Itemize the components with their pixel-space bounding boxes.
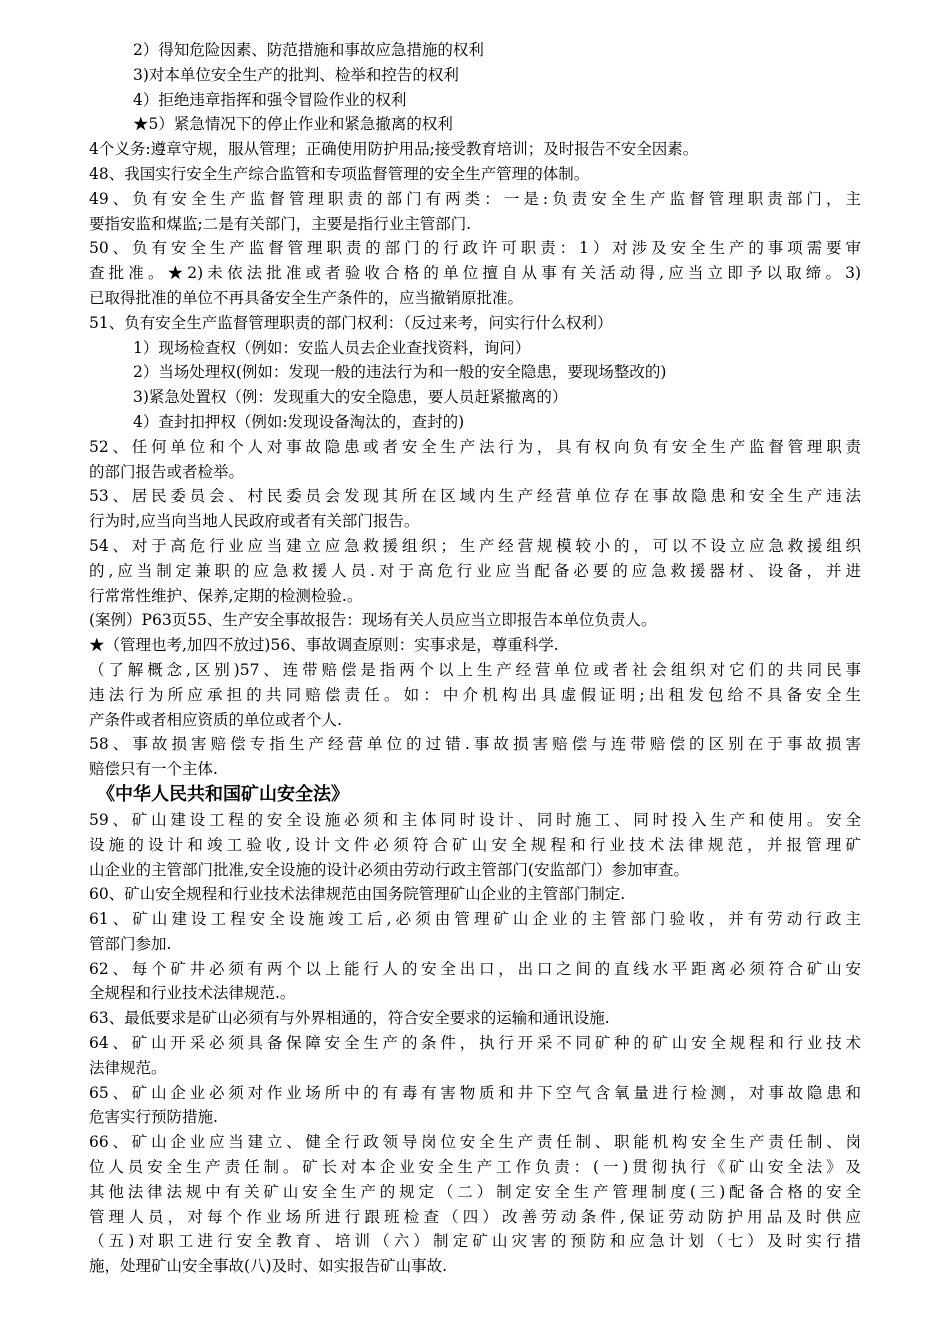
- paragraph: [89, 435, 861, 485]
- text-line: 设施的设计和竣工验收,设计文件必须符合矿山安全规程和行业技术法律规范，并报管理矿: [89, 835, 861, 854]
- text-line: 52、任何单位和个人对事故隐患或者安全生产法行为，具有权向负有安全生产监督管理职责: [89, 437, 861, 456]
- text-line: 66、矿山企业应当建立、健全行政领导岗位安全生产责任制、职能机构安全生产责任制、岗: [89, 1133, 861, 1152]
- paragraph: [89, 534, 861, 608]
- text-line: 行为时,应当向当地人民政府或者有关部门报告。: [89, 512, 420, 531]
- text-line: 行常常性维护、保养,定期的检测检验.。: [89, 586, 363, 605]
- paragraph: [89, 907, 861, 957]
- paragraph: [89, 1006, 861, 1031]
- text-line: 48、我国实行安全生产综合监管和专项监督管理的安全生产管理的体制。: [89, 164, 590, 183]
- paragraph: [89, 162, 861, 187]
- paragraph: [89, 38, 861, 63]
- text-line: 3)对本单位安全生产的批判、检举和控告的权利: [133, 65, 459, 84]
- text-line: 2）当场处理权(例如：发现一般的违法行为和一般的安全隐患，要现场整改的): [133, 363, 667, 382]
- text-line: 的,应当制定兼职的应急救援人员.对于高危行业应当配备必要的应急救援器材、设备，并进: [89, 561, 861, 580]
- text-line: 4）拒绝违章指挥和强令冒险作业的权利: [133, 90, 407, 109]
- text-line: 违法行为所应承担的共同赔偿责任。如：中介机构出具虚假证明;出租发包给不具备安全生: [89, 685, 861, 704]
- text-line: 全规程和行业技术法律规范.。: [89, 984, 296, 1003]
- text-line: 产条件或者相应资质的单位或者个人.: [89, 710, 342, 729]
- text-line: 危害实行预防措施.: [89, 1108, 218, 1127]
- text-line: 2）得知危险因素、防范措施和事故应急措施的权利: [133, 41, 484, 59]
- paragraph: [89, 385, 861, 410]
- text-line: 查批准。★2)未依法批准或者验收合格的单位擅自从事有关活动得,应当立即予以取缔。3): [89, 264, 861, 283]
- text-line: 已取得批准的单位不再具备安全生产条件的，应当撤销原批准。: [89, 288, 524, 307]
- paragraph: [89, 1130, 861, 1279]
- text-line: 49、负有安全生产监督管理职责的部门有两类：一是:负责安全生产监督管理职责部门，主: [89, 189, 861, 208]
- text-line: 《中华人民共和国矿山安全法》: [97, 783, 349, 805]
- text-line: 4个义务:遵章守规，服从管理；正确使用防护用品;接受教育培训；及时报告不安全因素。: [89, 140, 699, 159]
- text-line: 63、最低要求是矿山必须有与外界相通的，符合安全要求的运输和通讯设施.: [89, 1009, 610, 1028]
- paragraph: [89, 336, 861, 361]
- text-line: 法律规范。: [89, 1058, 167, 1077]
- paragraph: [89, 63, 861, 88]
- text-line: ★5）紧急情况下的停止作业和紧急撤离的权利: [133, 115, 453, 134]
- text-line: 53、居民委员会、村民委员会发现其所在区域内生产经营单位存在事故隐患和安全生产违法: [89, 487, 861, 506]
- paragraph: [89, 410, 861, 435]
- text-line: 管理人员，对每个作业场所进行跟班检查（四）改善劳动条件,保证劳动防护用品及时供应: [89, 1207, 861, 1226]
- paragraph: [89, 808, 861, 882]
- document-page: [89, 38, 861, 1279]
- text-line: 64、矿山开采必须具备保障安全生产的条件，执行开采不同矿种的矿山安全规程和行业技术: [89, 1034, 861, 1053]
- paragraph: [89, 236, 861, 310]
- paragraph: [89, 608, 861, 633]
- paragraph: [89, 484, 861, 534]
- text-line: 65、矿山企业必须对作业场所中的有毒有害物质和井下空气含氧量进行检测，对事故隐患和: [89, 1083, 861, 1102]
- text-line: 4）查封扣押权（例如:发现设备淘汰的，查封的): [133, 412, 465, 431]
- text-line: 60、矿山安全规程和行业技术法律规范由国务院管理矿山企业的主管部门制定.: [89, 885, 626, 904]
- text-line: 山企业的主管部门批准,安全设施的设计必须由劳动行政主管部门(安监部门）参加审查。: [89, 860, 689, 879]
- text-line: 51、负有安全生产监督管理职责的部门权利：（反过来考，问实行什么权利）: [89, 313, 613, 332]
- text-line: 施，处理矿山安全事故(八)及时、如实报告矿山事故.: [89, 1257, 448, 1276]
- text-line: 管部门参加.: [89, 934, 172, 953]
- text-line: (案例）P63页55、生产安全事故报告：现场有关人员应当立即报告本单位负责人。: [89, 611, 657, 630]
- text-line: （了解概念,区别)57、连带赔偿是指两个以上生产经营单位或者社会组织对它们的共同民事: [89, 660, 861, 679]
- paragraph: [89, 360, 861, 385]
- text-line: （五)对职工进行安全教育、培训（六）制定矿山灾害的预防和应急计划（七）及时实行措: [89, 1232, 861, 1251]
- text-line: 59、矿山建设工程的安全设施必须和主体同时设计、同时施工、同时投入生产和使用。安全: [89, 810, 861, 829]
- text-line: 50、负有安全生产监督管理职责的部门的行政许可职责：1）对涉及安全生产的事项需要审: [89, 239, 861, 258]
- text-line: ★（管理也考,加四不放过)56、事故调查原则：实事求是，尊重科学.: [89, 636, 559, 655]
- paragraph: [89, 882, 861, 907]
- text-line: 赔偿只有一个主体.: [89, 760, 218, 779]
- paragraph: [89, 187, 861, 237]
- text-line: 位人员安全生产责任制。矿长对本企业安全生产工作负责：(一)贯彻执行《矿山安全法》及: [89, 1158, 861, 1177]
- text-line: 1）现场检查权（例如：安监人员去企业查找资料，询问）: [133, 338, 531, 357]
- paragraph: [89, 633, 861, 658]
- text-line: 62、每个矿井必须有两个以上能行人的安全出口，出口之间的直线水平距离必须符合矿山安: [89, 959, 861, 978]
- text-line: 的部门报告或者检举。: [89, 462, 245, 481]
- paragraph: [89, 957, 861, 1007]
- paragraph: [89, 1031, 861, 1081]
- text-line: 3)紧急处置权（例：发现重大的安全隐患，要人员赶紧撤离的）: [133, 388, 568, 407]
- text-line: 54、对于高危行业应当建立应急救援组织；生产经营规模较小的，可以不设立应急救援组织: [89, 536, 861, 555]
- paragraph: [89, 311, 861, 336]
- paragraph: [89, 88, 861, 113]
- paragraph: [89, 137, 861, 162]
- text-line: 61、矿山建设工程安全设施竣工后,必须由管理矿山企业的主管部门验收，并有劳动行政主: [89, 910, 861, 929]
- paragraph: [89, 732, 861, 782]
- section-heading: [89, 782, 861, 808]
- text-line: 其他法律法规中有关矿山安全生产的规定（二）制定安全生产管理制度(三)配备合格的安全: [89, 1182, 861, 1201]
- paragraph: [89, 1081, 861, 1131]
- paragraph: [89, 112, 861, 137]
- paragraph: [89, 658, 861, 732]
- text-line: 58、事故损害赔偿专指生产经营单位的过错.事故损害赔偿与连带赔偿的区别在于事故损害: [89, 735, 861, 754]
- text-line: 要指安监和煤监;二是有关部门，主要是指行业主管部门.: [89, 214, 472, 233]
